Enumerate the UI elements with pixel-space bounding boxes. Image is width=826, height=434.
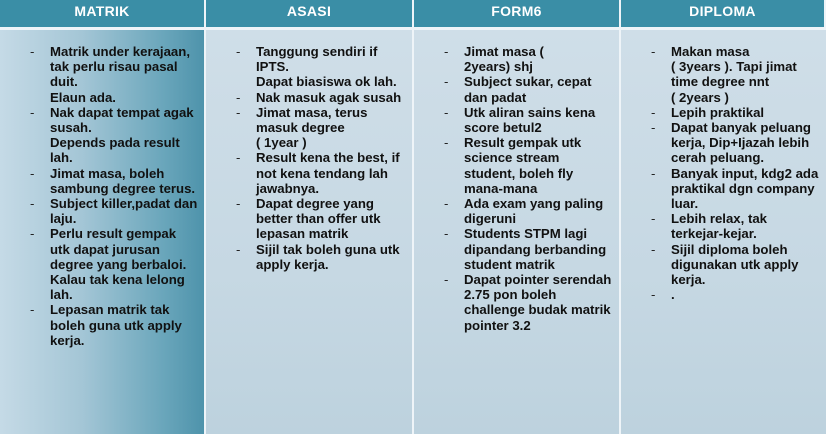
item-text: Jimat masa ( 2years) shj (464, 44, 544, 75)
list-item (206, 105, 406, 151)
list-item (0, 302, 198, 348)
header-matrik: MATRIK (0, 0, 206, 30)
asasi-list (206, 44, 406, 272)
bullet-dash: - (651, 165, 656, 181)
bullet-dash: - (30, 165, 35, 181)
list-item (414, 74, 613, 104)
list-item (206, 196, 406, 242)
list-item (621, 166, 820, 212)
item-text: Lepasan matrik tak boleh guna utk apply kerja. (50, 302, 182, 348)
list-item (414, 44, 613, 74)
bullet-dash: - (236, 89, 241, 105)
list-item (621, 287, 820, 302)
bullet-dash: - (30, 302, 35, 318)
bullet-dash: - (236, 196, 241, 212)
bullet-dash: - (30, 44, 35, 59)
item-text: Banyak input, kdg2 ada praktikal dgn company luar. (671, 165, 819, 212)
bullet-dash: - (444, 104, 449, 120)
list-item (0, 166, 198, 196)
item-text: Dapat banyak peluang kerja, Dip+Ijazah lebih cerah peluang. (671, 120, 811, 166)
item-text: Jimat masa, terus masuk degree ( 1year ) (256, 104, 368, 151)
item-text: Ada exam yang paling digeruni (464, 196, 604, 227)
item-text: Lepih praktikal (671, 104, 765, 120)
bullet-dash: - (651, 104, 656, 120)
header-diploma: DIPLOMA (621, 0, 826, 30)
header-asasi: ASASI (206, 0, 414, 30)
item-text: Jimat masa, boleh sambung degree terus. (50, 165, 196, 196)
item-text: Utk aliran sains kena score betul2 (464, 104, 596, 136)
bullet-dash: - (30, 196, 35, 212)
column-asasi (206, 30, 414, 434)
bullet-dash: - (30, 226, 35, 242)
item-text: Sijil diploma boleh digunakan utk apply kerja. (671, 241, 799, 288)
item-text: Subject killer,padat dan laju. (50, 196, 198, 227)
bullet-dash: - (236, 150, 241, 166)
item-text: Result gempak utk science stream student, boleh fly mana-mana (464, 135, 582, 196)
bullet-dash: - (444, 135, 449, 151)
list-item (206, 150, 406, 196)
item-text: Sijil tak boleh guna utk apply kerja. (256, 241, 400, 272)
item-text: Perlu result gempak utk dapat jurusan degree yang berbaloi. Kalau tak kena lelong lah. (50, 226, 187, 303)
bullet-dash: - (651, 44, 656, 59)
list-item (414, 226, 613, 272)
list-item (621, 120, 820, 166)
column-diploma (621, 30, 826, 434)
bullet-dash: - (651, 241, 656, 257)
bullet-dash: - (444, 74, 449, 90)
list-item (621, 44, 820, 105)
bullet-dash: - (30, 104, 35, 120)
item-text: . (671, 287, 675, 303)
column-matrik (0, 30, 206, 434)
bullet-dash: - (651, 287, 656, 303)
list-item (0, 105, 198, 166)
header-form6: FORM6 (414, 0, 621, 30)
matrik-list (0, 44, 198, 348)
item-text: Dapat pointer serendah 2.75 pon boleh challenge budak matrik pointer 3.2 (464, 272, 612, 333)
item-text: Matrik under kerajaan, tak perlu risau pasal duit. Elaun ada. (50, 44, 190, 105)
list-item (0, 196, 198, 226)
list-item (414, 272, 613, 333)
form6-list (414, 44, 613, 333)
list-item (206, 90, 406, 105)
bullet-dash: - (236, 44, 241, 59)
item-text: Lebih relax, tak terkejar-kejar. (671, 211, 768, 242)
list-item (206, 242, 406, 272)
bullet-dash: - (444, 196, 449, 212)
list-item (414, 135, 613, 196)
list-item (621, 242, 820, 288)
item-text: Makan masa ( 3years ). Tapi jimat time degree nnt ( 2years ) (671, 44, 797, 105)
bullet-dash: - (236, 241, 241, 257)
item-text: Nak dapat tempat agak susah. Depends pada result lah. (50, 104, 194, 166)
bullet-dash: - (444, 272, 449, 288)
bullet-dash: - (236, 104, 241, 120)
list-item (414, 196, 613, 226)
item-text: Students STPM lagi dipandang berbanding student matrik (464, 226, 607, 272)
list-item (0, 44, 198, 105)
column-form6 (414, 30, 621, 434)
list-item (206, 44, 406, 90)
diploma-list (621, 44, 820, 302)
bullet-dash: - (651, 120, 656, 136)
item-text: Dapat degree yang better than offer utk lepasan matrik (256, 196, 381, 242)
bullet-dash: - (444, 226, 449, 242)
item-text: Subject sukar, cepat dan padat (464, 74, 592, 105)
item-text: Result kena the best, if not kena tendang lah jawabnya. (256, 150, 400, 196)
list-item (621, 211, 820, 241)
list-item (621, 105, 820, 120)
list-item (0, 226, 198, 302)
item-text: Nak masuk agak susah (256, 89, 402, 105)
bullet-dash: - (651, 211, 656, 227)
item-text: Tanggung sendiri if IPTS. Dapat biasiswa ok lah. (256, 44, 397, 90)
list-item (414, 105, 613, 135)
bullet-dash: - (444, 44, 449, 59)
